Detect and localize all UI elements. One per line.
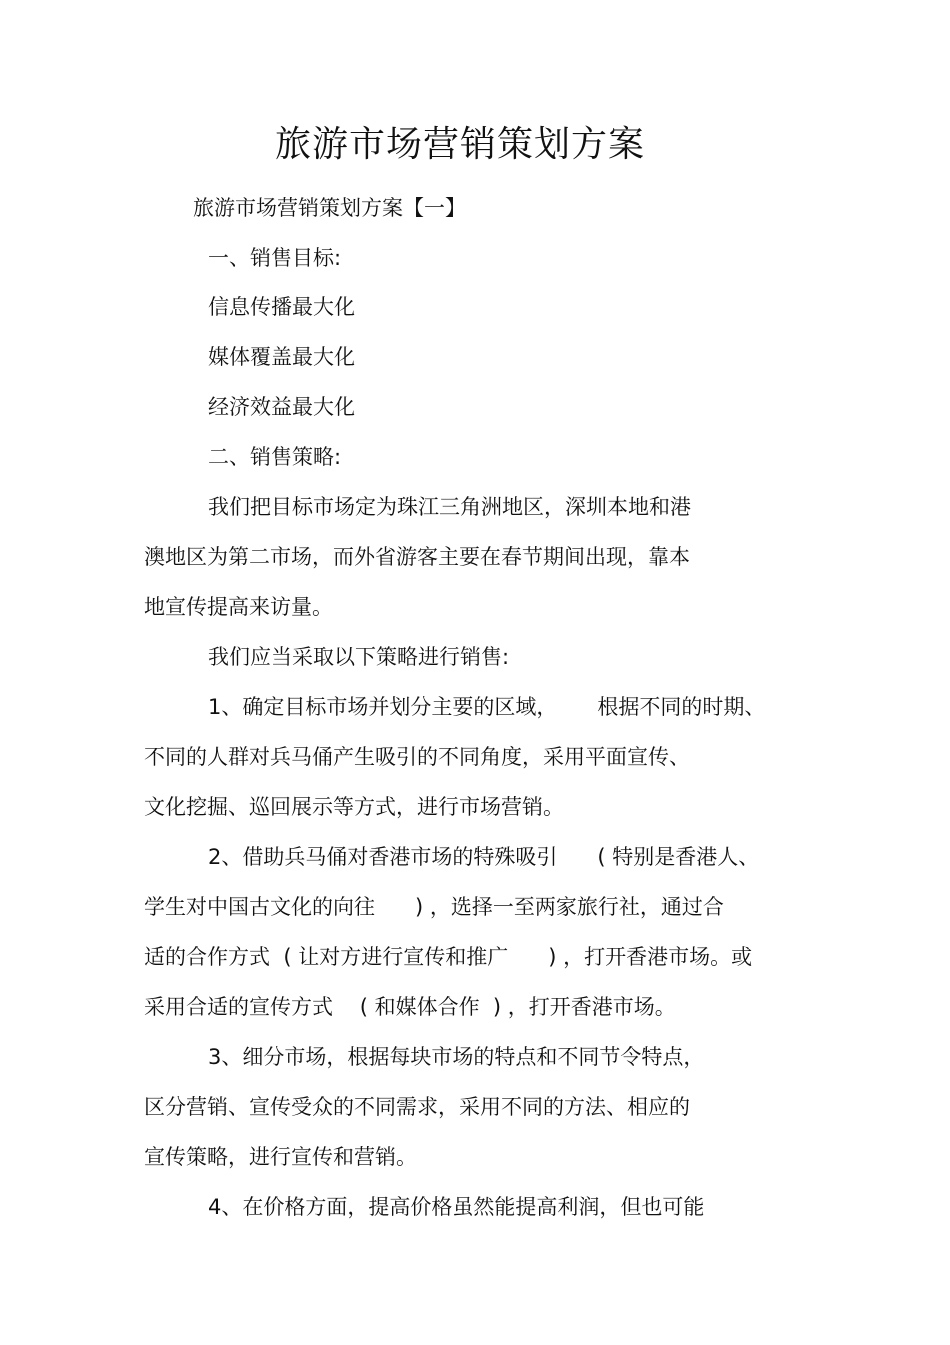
list-item-line: 宣传策略，进行宣传和营销。 [144,1145,417,1169]
paragraph-line: 澳地区为第二市场，而外省游客主要在春节期间出现，靠本 [144,545,690,569]
goal-item: 信息传播最大化 [208,295,355,319]
goal-item: 经济效益最大化 [208,395,355,419]
paragraph-line: 我们应当采取以下策略进行销售: [208,645,510,669]
list-item-line: 3、细分市场，根据每块市场的特点和不同节令特点， [208,1045,705,1069]
list-item-line: 文化挖掘、巡回展示等方式，进行市场营销。 [144,795,564,819]
goal-item: 媒体覆盖最大化 [208,345,355,369]
list-item-line: 区分营销、宣传受众的不同需求，采用不同的方法、相应的 [144,1095,690,1119]
list-item-line: 学生对中国古文化的向往 ) ，选择一至两家旅行社，通过合 [144,895,724,919]
list-item-line: 不同的人群对兵马俑产生吸引的不同角度，采用平面宣传、 [144,745,690,769]
list-item-line: 4、在价格方面，提高价格虽然能提高利润，但也可能 [208,1195,705,1219]
paragraph-line: 我们把目标市场定为珠江三角洲地区，深圳本地和港 [208,495,691,519]
document-subtitle: 旅游市场营销策划方案【一】 [193,196,466,220]
document-title: 旅游市场营销策划方案 [274,124,645,165]
list-item-line: 采用合适的宣传方式 ( 和媒体合作 ) ，打开香港市场。 [144,995,676,1019]
list-item-line: 2、借助兵马俑对香港市场的特殊吸引 ( 特别是香港人、 [208,845,760,869]
section-heading-goals: 一、销售目标: [208,246,342,270]
section-heading-strategy: 二、销售策略: [208,445,342,469]
paragraph-line: 地宣传提高来访量。 [144,595,333,619]
list-item-line: 适的合作方式 ( 让对方进行宣传和推广 ) ，打开香港市场。或 [144,945,753,969]
list-item-line: 1、确定目标市场并划分主要的区域， 根据不同的时期、 [208,695,766,719]
